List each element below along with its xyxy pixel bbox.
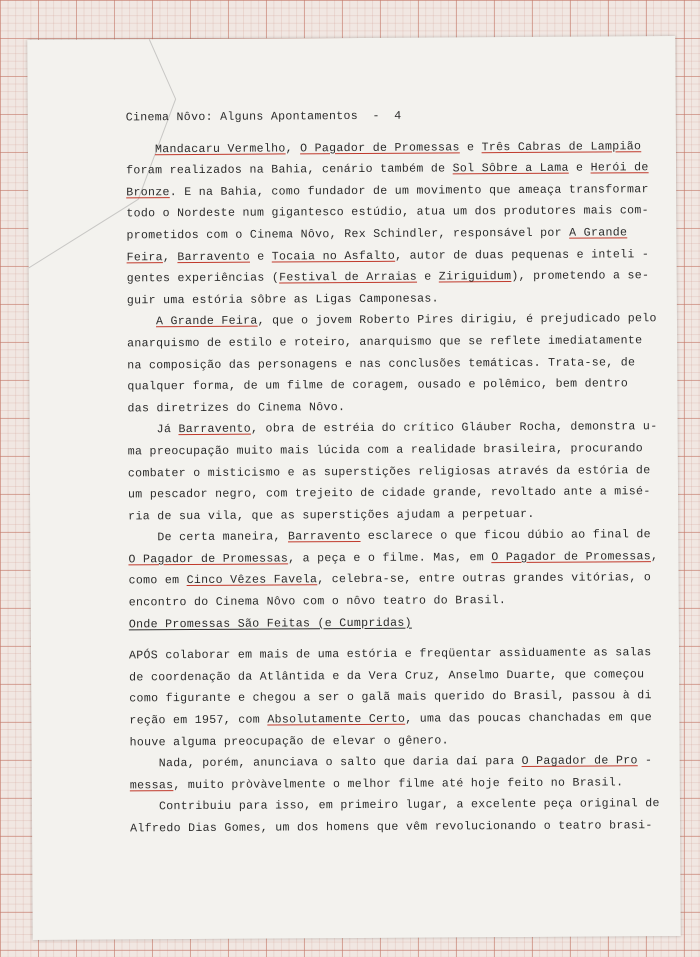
paragraph-2-line: A Grande Feira, que o jovem Roberto Pires dirigiu, é prejudicado pelo bbox=[155, 312, 657, 329]
paragraph-7-line: Alfredo Dias Gomes, um dos homens que vêm revolucionando o teatro brasi- bbox=[130, 819, 653, 836]
underlined-title: O Pagador de Promessas bbox=[128, 552, 289, 567]
paragraph-1-line: guir uma estória sôbre as Ligas Camponesas. bbox=[126, 292, 439, 308]
section-title: Onde Promessas São Feitas (e Cumpridas) bbox=[128, 616, 412, 632]
paragraph-2-line: qualquer forma, de um filme de coragem, ousado e polêmico, bem dentro bbox=[127, 377, 629, 394]
underlined-title: Barravento bbox=[287, 530, 361, 544]
underlined-title: Bronze bbox=[126, 185, 170, 200]
paragraph-7-line: Contribuiu para isso, em primeiro lugar, a excelente peça original de bbox=[129, 797, 660, 814]
paragraph-6-line: Nada, porém, anunciava o salto que daria daí para O Pagador de Pro - bbox=[129, 754, 653, 771]
paragraph-2-line: na composição das personagens e nas conclusões temáticas. Trata-se, de bbox=[127, 355, 636, 372]
underlined-title: A Grande bbox=[569, 226, 628, 240]
underlined-title: O Pagador de Promessas bbox=[491, 550, 652, 565]
paragraph-2-line: anarquismo de estilo e roteiro, anarquismo que se reflete imediatamente bbox=[127, 334, 643, 351]
paragraph-1-line: foram realizados na Bahia, cenário também de Sol Sôbre a Lama e Herói de bbox=[126, 161, 649, 178]
underlined-title: Absolutamente Certo bbox=[267, 712, 406, 727]
paragraph-1-line: Mandacaru Vermelho, O Pagador de Promessas e Três Cabras de Lampião bbox=[154, 139, 642, 156]
typed-text-body bbox=[126, 104, 681, 840]
paragraph-3-line: ma preocupação muito mais lúcida com a realidade brasileira, procurando bbox=[127, 442, 644, 459]
underlined-title: Barravento bbox=[178, 422, 252, 437]
page-header: Cinema Nôvo: Alguns Apontamentos - 4 bbox=[125, 109, 402, 125]
typed-document-page bbox=[27, 36, 680, 940]
underlined-title: Cinco Vêzes Favela bbox=[186, 573, 318, 588]
paragraph-3-line: Já Barravento, obra de estréia do crítico Gláuber Rocha, demonstra u- bbox=[127, 420, 658, 437]
underlined-title: Feira bbox=[126, 250, 163, 264]
paragraph-5-line: houve alguma preocupação de elevar o gênero. bbox=[129, 734, 449, 750]
paragraph-5-line: de coordenação da Atlântida e da Vera Cruz, Anselmo Duarte, que começou bbox=[129, 668, 645, 685]
paragraph-5-line: APÓS colaborar em mais de uma estória e freqüentar assìduamente as salas bbox=[128, 646, 652, 663]
paragraph-1-line: todo o Nordeste num gigantesco estúdio, atua um dos produtores mais com- bbox=[126, 204, 649, 221]
underlined-title: Mandacaru Vermelho bbox=[154, 142, 286, 156]
paragraph-4-line: encontro do Cinema Nôvo com o nôvo teatro do Brasil. bbox=[128, 594, 507, 610]
paragraph-2-line: das diretrizes do Cinema Nôvo. bbox=[127, 400, 346, 416]
paragraph-1-line: Bronze. E na Bahia, como fundador de um movimento que ameaça transformar bbox=[126, 182, 649, 200]
paragraph-1-line: gentes experiências (Festival de Arraias e Ziriguidum), prometendo a se- bbox=[126, 269, 650, 286]
underlined-title: O Pagador de Pro bbox=[521, 754, 638, 769]
paragraph-5-line: reção em 1957, com Absolutamente Certo, uma das poucas chanchadas em que bbox=[129, 711, 652, 728]
paragraph-1-line: prometidos com o Cinema Nôvo, Rex Schindler, responsável por A Grande bbox=[126, 226, 628, 243]
paragraph-4-line: como em Cinco Vêzes Favela, celebra-se, entre outras grandes vitórias, o bbox=[128, 571, 652, 588]
paragraph-1-line: Feira, Barravento e Tocaia no Asfalto, autor de duas pequenas e inteli - bbox=[126, 247, 650, 264]
underlined-title: Festival de Arraias bbox=[279, 270, 418, 285]
paragraph-6-line: messas, muito pròvàvelmente o melhor filme até hoje feito no Brasil. bbox=[129, 776, 624, 793]
underlined-title: Três Cabras de Lampião bbox=[481, 139, 642, 154]
paragraph-4-line: De certa maneira, Barravento esclarece o que ficou dúbio ao final de bbox=[128, 528, 651, 545]
paragraph-3-line: ria de sua vila, que as superstições ajudam a perpetuar. bbox=[128, 507, 535, 524]
underlined-title: O Pagador de Promessas bbox=[300, 140, 460, 155]
underlined-title: Herói de bbox=[590, 161, 649, 175]
paragraph-3-line: um pescador negro, com trejeito de cidade grande, revoltado ante a misé- bbox=[127, 485, 651, 502]
underlined-title: Tocaia no Asfalto bbox=[271, 249, 396, 264]
underlined-title: Barravento bbox=[177, 250, 251, 264]
underlined-title: Sol Sôbre a Lama bbox=[452, 161, 569, 176]
paragraph-4-line: O Pagador de Promessas, a peça e o filme. Mas, em O Pagador de Promessas, bbox=[128, 550, 659, 567]
underlined-title: Ziriguidum bbox=[438, 270, 512, 284]
underlined-title: messas bbox=[129, 778, 174, 793]
paragraph-3-line: combater o misticismo e as superstições religiosas através da estória de bbox=[127, 463, 651, 480]
underlined-title: A Grande Feira bbox=[155, 314, 258, 329]
paragraph-5-line: como figurante e chegou a ser o galã mais querido do Brasil, passou à di bbox=[129, 689, 652, 706]
